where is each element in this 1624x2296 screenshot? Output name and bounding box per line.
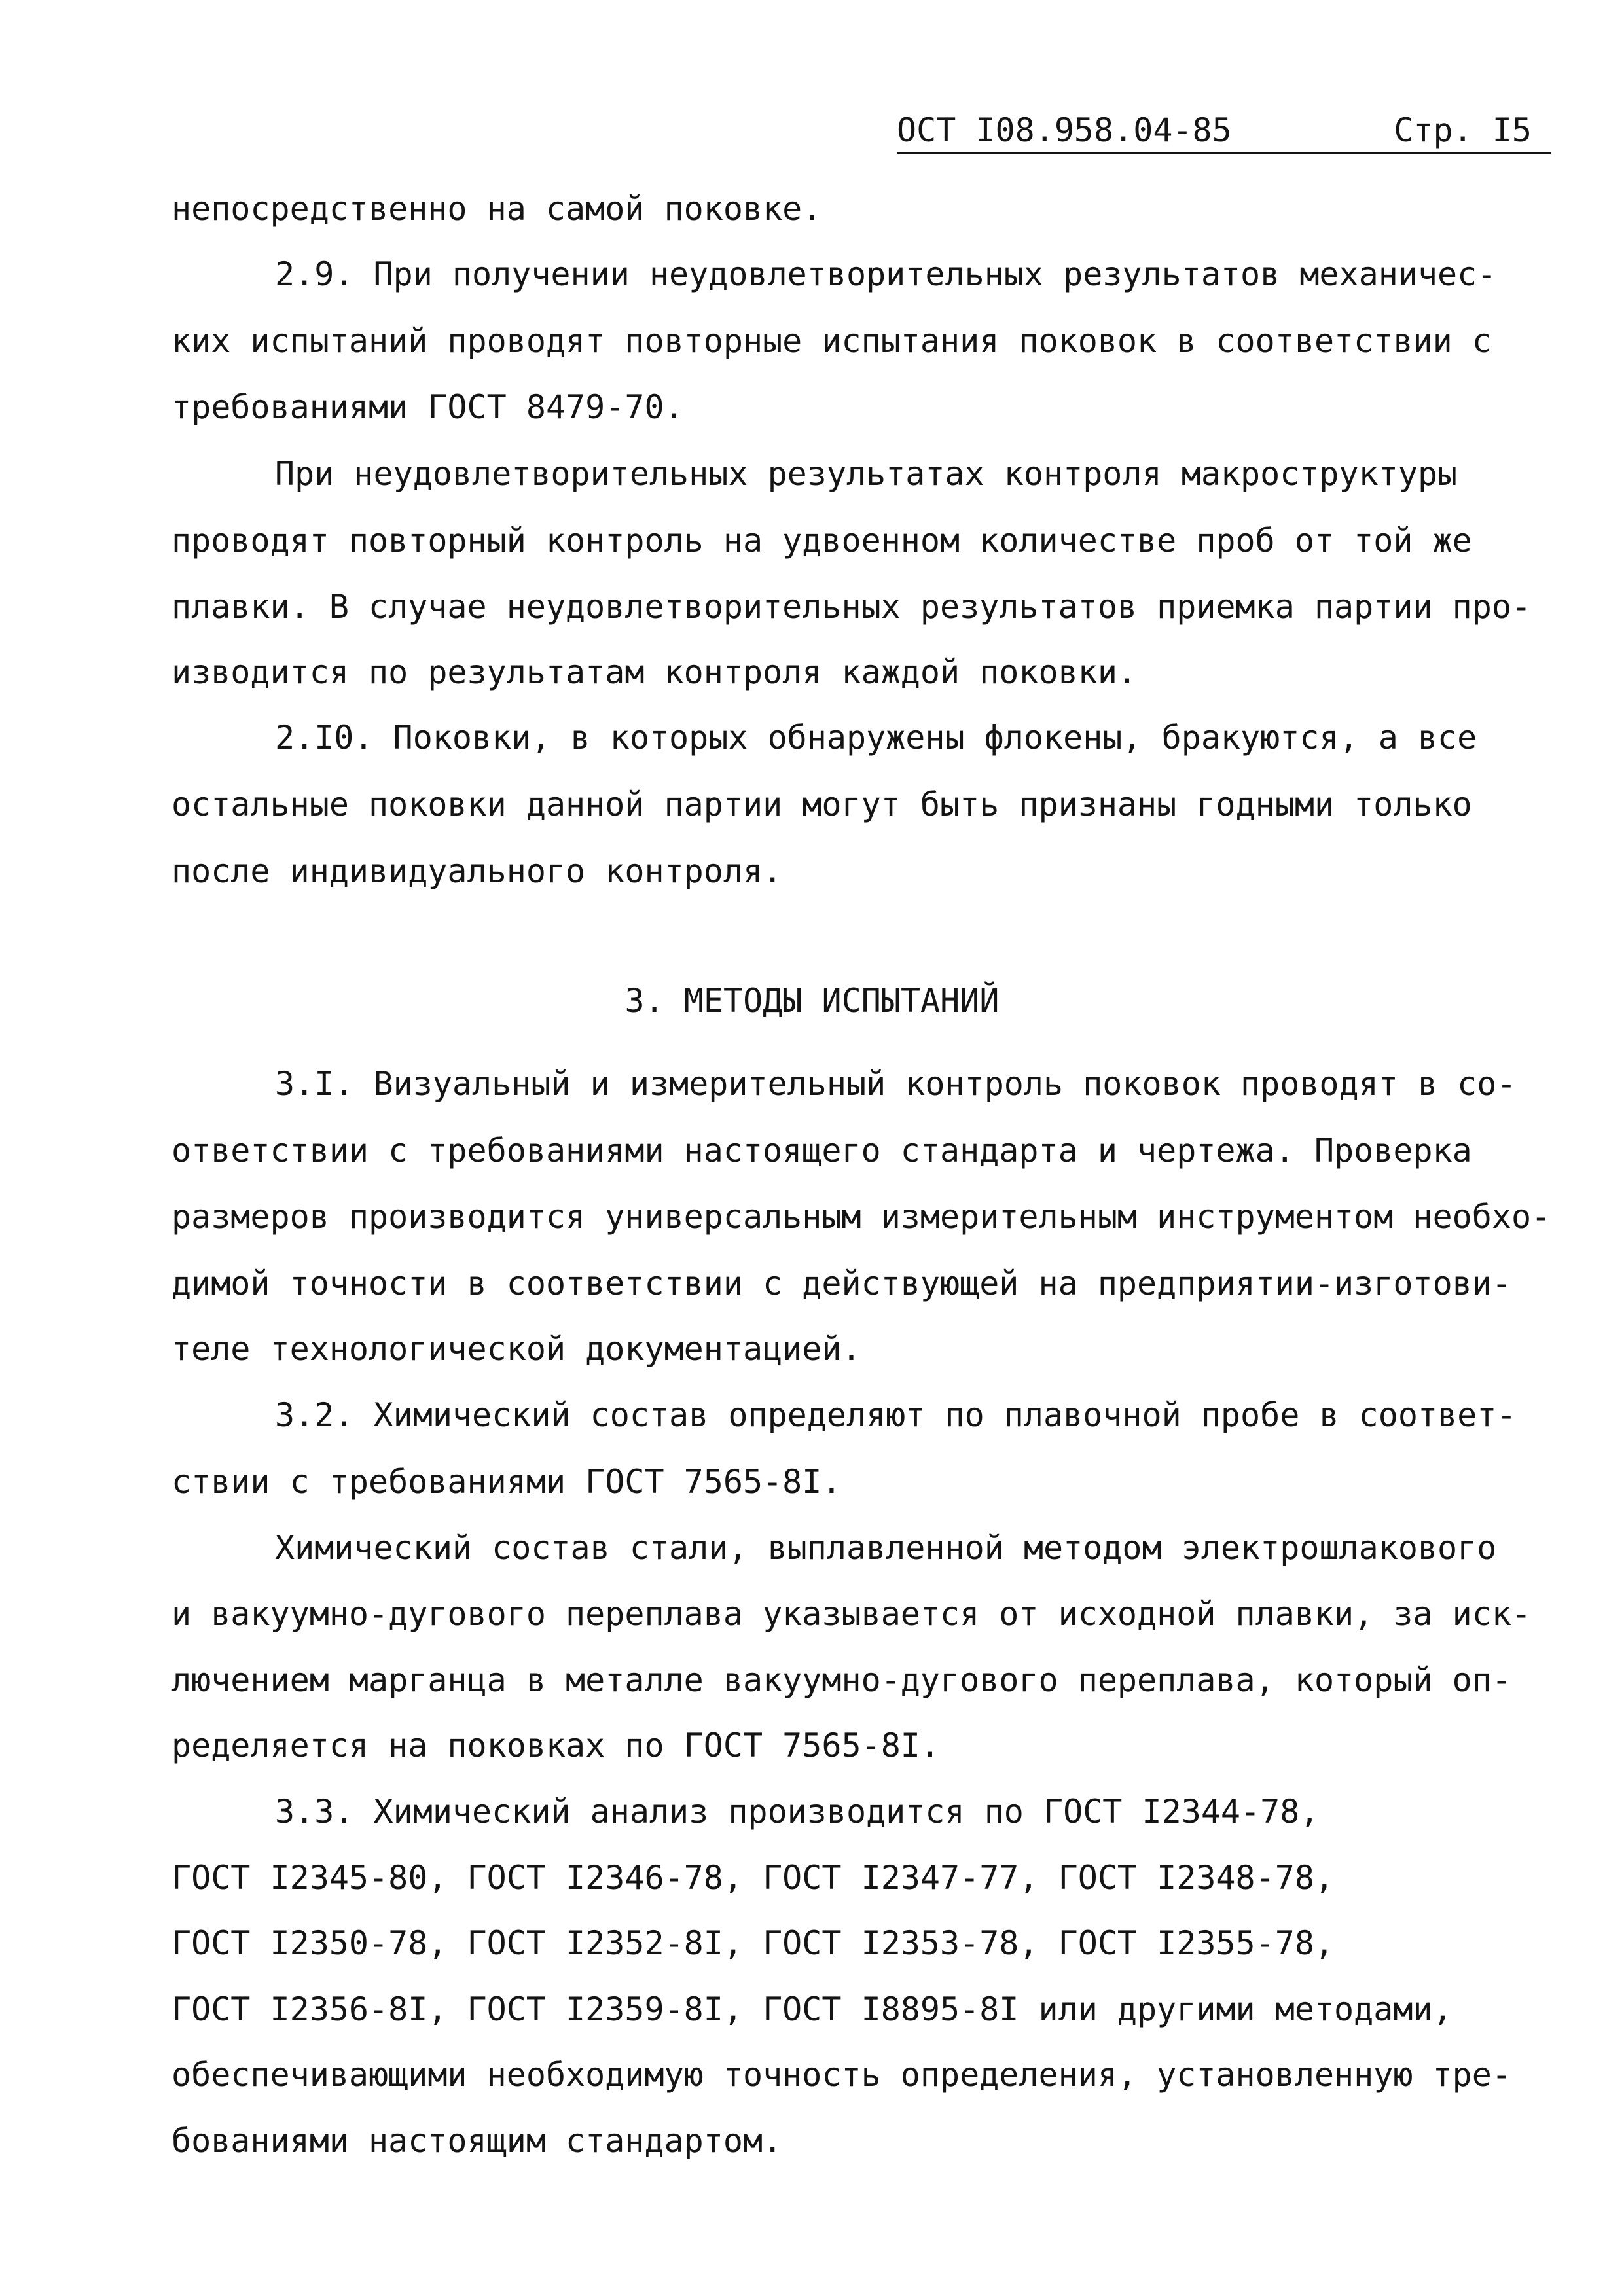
text-line: ределяется на поковках по ГОСТ 7565-8I. [171,1727,940,1765]
paragraph-3-2-line: 3.2. Химический состав определяют по плавочной пробе в соответ- [275,1396,1517,1434]
text-line: бованиями настоящим стандартом. [171,2122,783,2160]
paragraph-line: Химический состав стали, выплавленной методом электрошлакового [275,1529,1497,1567]
text-line: требованиями ГОСТ 8479-70. [171,388,684,426]
page-header [897,111,1551,154]
paragraph-3-3-line: 3.3. Химический анализ производится по ГОСТ I2344-78, [275,1793,1320,1831]
text-line: обеспечивающими необходимую точность определения, установленную тре- [171,2056,1511,2094]
paragraph-3-1-line: 3.I. Визуальный и измерительный контроль поковок проводят в со- [275,1065,1517,1103]
page-number: Стр. I5 [1394,111,1532,149]
text-line: димой точности в соответствии с действующей на предприятии-изготови- [171,1265,1511,1302]
text-line: ГОСТ I2356-8I, ГОСТ I2359-8I, ГОСТ I8895-8I или другими методами, [171,1990,1453,2028]
text-line: непосредственно на самой поковке. [171,190,822,228]
text-line: ГОСТ I2345-80, ГОСТ I2346-78, ГОСТ I2347-77, ГОСТ I2348-78, [171,1859,1335,1897]
text-line: ких испытаний проводят повторные испытания поковок в соответствии с [171,322,1492,360]
text-line: плавки. В случае неудовлетворительных результатов приемка партии про- [171,588,1532,626]
text-line: теле технологической документацией. [171,1330,861,1368]
paragraph-2-9-line: 2.9. При получении неудовлетворительных результатов механичес- [275,255,1497,293]
text-line: после индивидуального контроля. [171,852,783,890]
text-line: проводят повторный контроль на удвоенном количестве проб от той же [171,522,1472,560]
paragraph-line: При неудовлетворительных результатах контроля макроструктуры [275,455,1458,493]
text-line: ответствии с требованиями настоящего стандарта и чертежа. Проверка [171,1132,1472,1170]
text-line: лючением марганца в металле вакуумно-дугового переплава, который оп- [171,1661,1511,1699]
paragraph-2-10-line: 2.I0. Поковки, в которых обнаружены флокены, бракуются, а все [275,719,1477,757]
text-line: остальные поковки данной партии могут быть признаны годными только [171,785,1472,823]
section-title: 3. МЕТОДЫ ИСПЫТАНИЙ [624,982,1000,1020]
text-line: и вакуумно-дугового переплава указывается от исходной плавки, за иск- [171,1595,1532,1633]
text-line: размеров производится универсальным измерительным инструментом необхо- [171,1198,1551,1236]
text-line: ствии с требованиями ГОСТ 7565-8I. [171,1463,842,1501]
text-line: изводится по результатам контроля каждой поковки. [171,653,1138,691]
text-line: ГОСТ I2350-78, ГОСТ I2352-8I, ГОСТ I2353-78, ГОСТ I2355-78, [171,1924,1335,1962]
document-number: ОСТ I08.958.04-85 [897,111,1232,149]
